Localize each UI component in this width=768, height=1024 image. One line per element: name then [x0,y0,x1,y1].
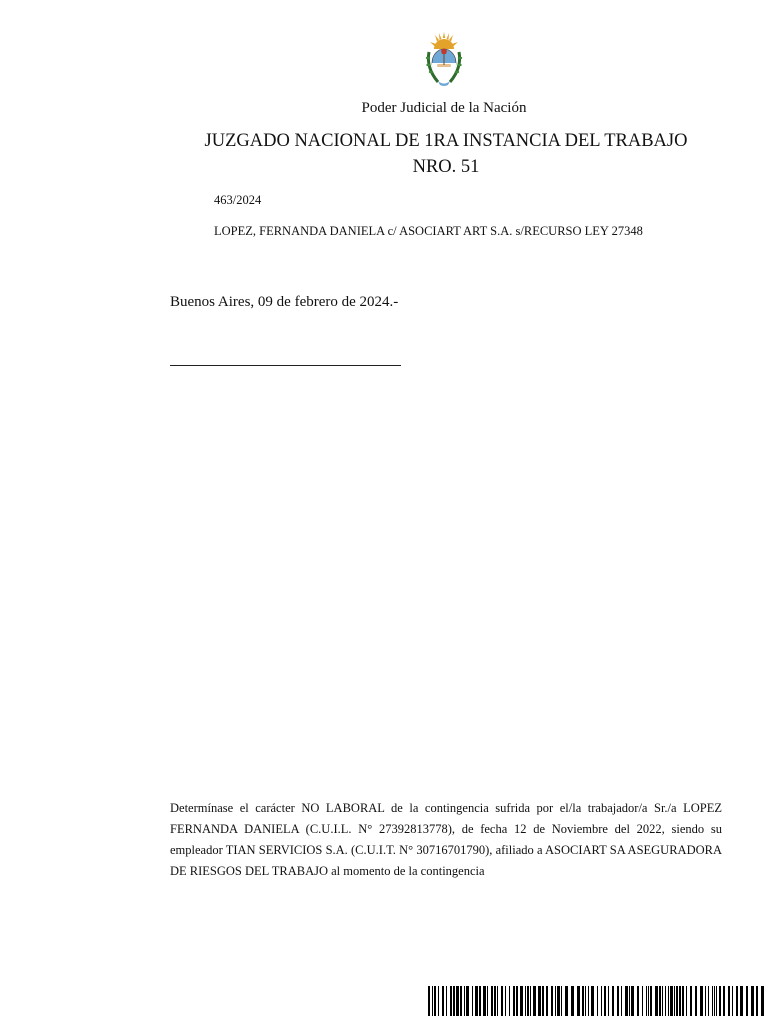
court-name-line-2: NRO. 51 [412,157,480,177]
signature-line [170,365,401,366]
court-name-line-1: JUZGADO NACIONAL DE 1RA INSTANCIA DEL TRABAJO [204,131,688,151]
resolution-text: Determínase el carácter NO LABORAL de la contingencia sufrida por el/la trabajador/a Sr./a LOPEZ FERNANDA DANIELA (C.U.I.L. N° 27392813778), de fecha 12 de Noviembre del 2022, siendo su empleador TIAN SERVICIOS S.A. (C.U.I.T. N° 30716701790), afiliado a ASOCIART SA ASEGURADORA DE RIESGOS DEL TRABAJO al momento de la contingencia [170,801,722,878]
case-caption: LOPEZ, FERNANDA DANIELA c/ ASOCIART ART S.A. s/RECURSO LEY 27348 [214,224,643,238]
judicial-authority-title: Poder Judicial de la Nación [361,100,527,116]
coat-of-arms-icon [423,30,465,88]
court-name [170,128,722,180]
document-date: Buenos Aires, 09 de febrero de 2024.- [170,294,399,310]
barcode-icon [428,986,764,1016]
case-file-number: 463/2024 [214,193,262,207]
